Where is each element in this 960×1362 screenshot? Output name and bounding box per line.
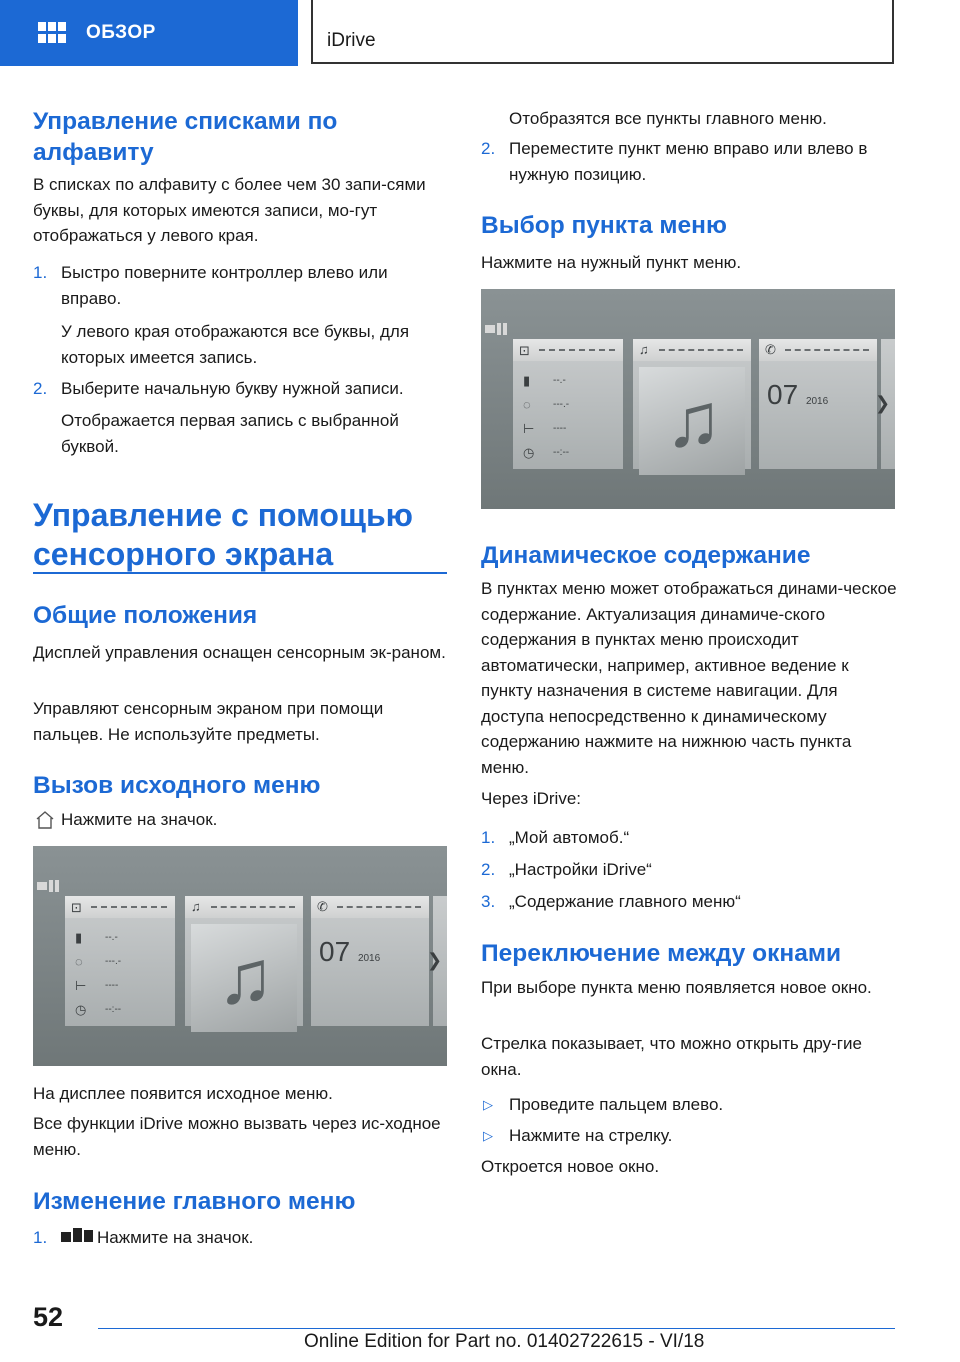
change-step-1-text: Нажмите на значок. xyxy=(97,1228,254,1247)
step-number: 2. xyxy=(33,379,48,398)
paragraph-switch-1: При выборе пункта меню появляется новое окно. xyxy=(481,978,872,997)
step-move-text: Переместите пункт меню вправо или влево в нужную позицию. xyxy=(509,139,868,184)
section-rule xyxy=(33,572,447,574)
step-number: 2. xyxy=(481,860,496,879)
step-2-text: Выберите начальную букву нужной записи. xyxy=(61,379,404,398)
footer-rule xyxy=(98,1328,895,1329)
chevron-right-icon: ❯ xyxy=(875,393,891,413)
chapter-tab xyxy=(311,0,894,64)
car-menu-icon xyxy=(37,880,61,892)
chapter-title: iDrive xyxy=(327,30,376,51)
paragraph-dynamic: В пунктах меню может отображаться динами-ческое содержание. Актуализация динамиче-ского содержания в пунктах меню происходит автоматически, например, активное ведение к пункту назначения в системе навигации. Для доступа непосредственно к динамическому содержанию нажмите на нижнюю часть пункта меню. xyxy=(481,579,897,777)
row-value: --.- xyxy=(105,932,118,943)
tile-phone: ✆ 07 2016 xyxy=(311,896,429,1026)
tile-media: ♫ ♫ xyxy=(185,896,303,1026)
tile-next xyxy=(875,339,895,469)
idrive-screen-image xyxy=(481,289,895,509)
page-number: 52 xyxy=(33,1302,64,1332)
row-value: --:-- xyxy=(105,1004,122,1015)
step-number: 3. xyxy=(481,892,496,911)
date-display xyxy=(767,379,828,411)
music-note-icon: ♫ xyxy=(665,378,722,463)
via-item[interactable]: „Содержание главного меню“ xyxy=(509,892,741,911)
tile-media: ♫ ♫ xyxy=(633,339,751,469)
menu-edit-icon xyxy=(61,1228,95,1244)
chevron-right-icon: ❯ xyxy=(427,950,443,970)
triangle-bullet-icon: ▷ xyxy=(483,1097,493,1112)
via-item[interactable]: „Мой автомоб.“ xyxy=(509,828,630,847)
paragraph-general-2: Управляют сенсорным экраном при помощи пальцев. Не используйте предметы. xyxy=(33,699,384,744)
triangle-bullet-icon: ▷ xyxy=(483,1128,493,1143)
footer-edition: Online Edition for Part no. 01402722615 - VI/18 xyxy=(304,1331,705,1352)
date-day: 07 xyxy=(767,379,799,410)
tile-phone: ✆ 07 2016 xyxy=(759,339,877,469)
heading-select-item: Выбор пункта меню xyxy=(481,212,727,239)
paragraph-after-1: На дисплее появится исходное меню. xyxy=(33,1084,333,1103)
paragraph-home: Нажмите на значок. xyxy=(61,810,218,829)
section-tab[interactable] xyxy=(0,0,298,66)
step-1-text: Быстро поверните контроллер влево или вправо. xyxy=(61,263,388,308)
car-menu-icon xyxy=(485,323,509,335)
row-value: ---- xyxy=(105,980,119,991)
date-day: 07 xyxy=(319,936,351,967)
paragraph-via-idrive: Через iDrive: xyxy=(481,789,582,808)
paragraph-after-2: Все функции iDrive можно вызвать через ис-ходное меню. xyxy=(33,1114,441,1159)
row-value: --.- xyxy=(553,375,566,386)
row-value: --:-- xyxy=(553,447,570,458)
idrive-screen-image xyxy=(33,846,447,1066)
tile-next xyxy=(427,896,447,1026)
step-1-note: У левого края отображаются все буквы, для которых имеется запись. xyxy=(61,322,410,367)
heading-dynamic: Динамическое содержание xyxy=(481,542,811,569)
date-year: 2016 xyxy=(357,953,381,964)
heading-touchscreen: Управление с помощью сенсорного экрана xyxy=(33,497,413,572)
grid-menu-icon xyxy=(38,22,66,44)
bullet-arrow: Нажмите на стрелку. xyxy=(509,1126,673,1145)
row-value: ---.- xyxy=(105,956,122,967)
row-value: ---- xyxy=(553,423,567,434)
music-note-icon: ♫ xyxy=(217,935,274,1020)
step-number: 1. xyxy=(481,828,496,847)
page-header xyxy=(0,0,960,66)
via-item[interactable]: „Настройки iDrive“ xyxy=(509,860,652,879)
heading-change-menu: Изменение главного меню xyxy=(33,1188,356,1215)
tile-vehicle: ⊡ ▮ --.- ◌ ---.- ⊢ ---- ◷ --:-- xyxy=(513,339,623,469)
home-icon xyxy=(35,810,55,830)
heading-home-menu: Вызов исходного меню xyxy=(33,772,321,799)
date-year: 2016 xyxy=(805,396,829,407)
paragraph-select-item: Нажмите на нужный пункт меню. xyxy=(481,253,742,272)
bullet-swipe: Проведите пальцем влево. xyxy=(509,1095,724,1114)
heading-alphabet: Управление списками по алфавиту xyxy=(33,108,338,166)
paragraph-main-items: Отобразятся все пункты главного меню. xyxy=(509,109,827,128)
heading-switch-windows: Переключение между окнами xyxy=(481,940,841,967)
row-value: ---.- xyxy=(553,399,570,410)
heading-general: Общие положения xyxy=(33,602,258,629)
section-label: ОБЗОР xyxy=(86,22,156,43)
tile-vehicle: ⊡ ▮ --.- ◌ ---.- ⊢ ---- ◷ --:-- xyxy=(65,896,175,1026)
step-number: 2. xyxy=(481,139,496,158)
step-number: 1. xyxy=(33,1228,48,1247)
step-2-note: Отображается первая запись с выбранной буквой. xyxy=(61,411,399,456)
paragraph-general-1: Дисплей управления оснащен сенсорным эк-раном. xyxy=(33,643,446,662)
date-display xyxy=(319,936,380,968)
paragraph-switch-2: Стрелка показывает, что можно открыть дру-гие окна. xyxy=(481,1034,862,1079)
paragraph-switch-3: Откроется новое окно. xyxy=(481,1157,660,1176)
step-number: 1. xyxy=(33,263,48,282)
paragraph-alphabet: В списках по алфавиту с более чем 30 запи-сями буквы, для которых имеются записи, мо-гут отображаться у левого края. xyxy=(33,175,426,245)
